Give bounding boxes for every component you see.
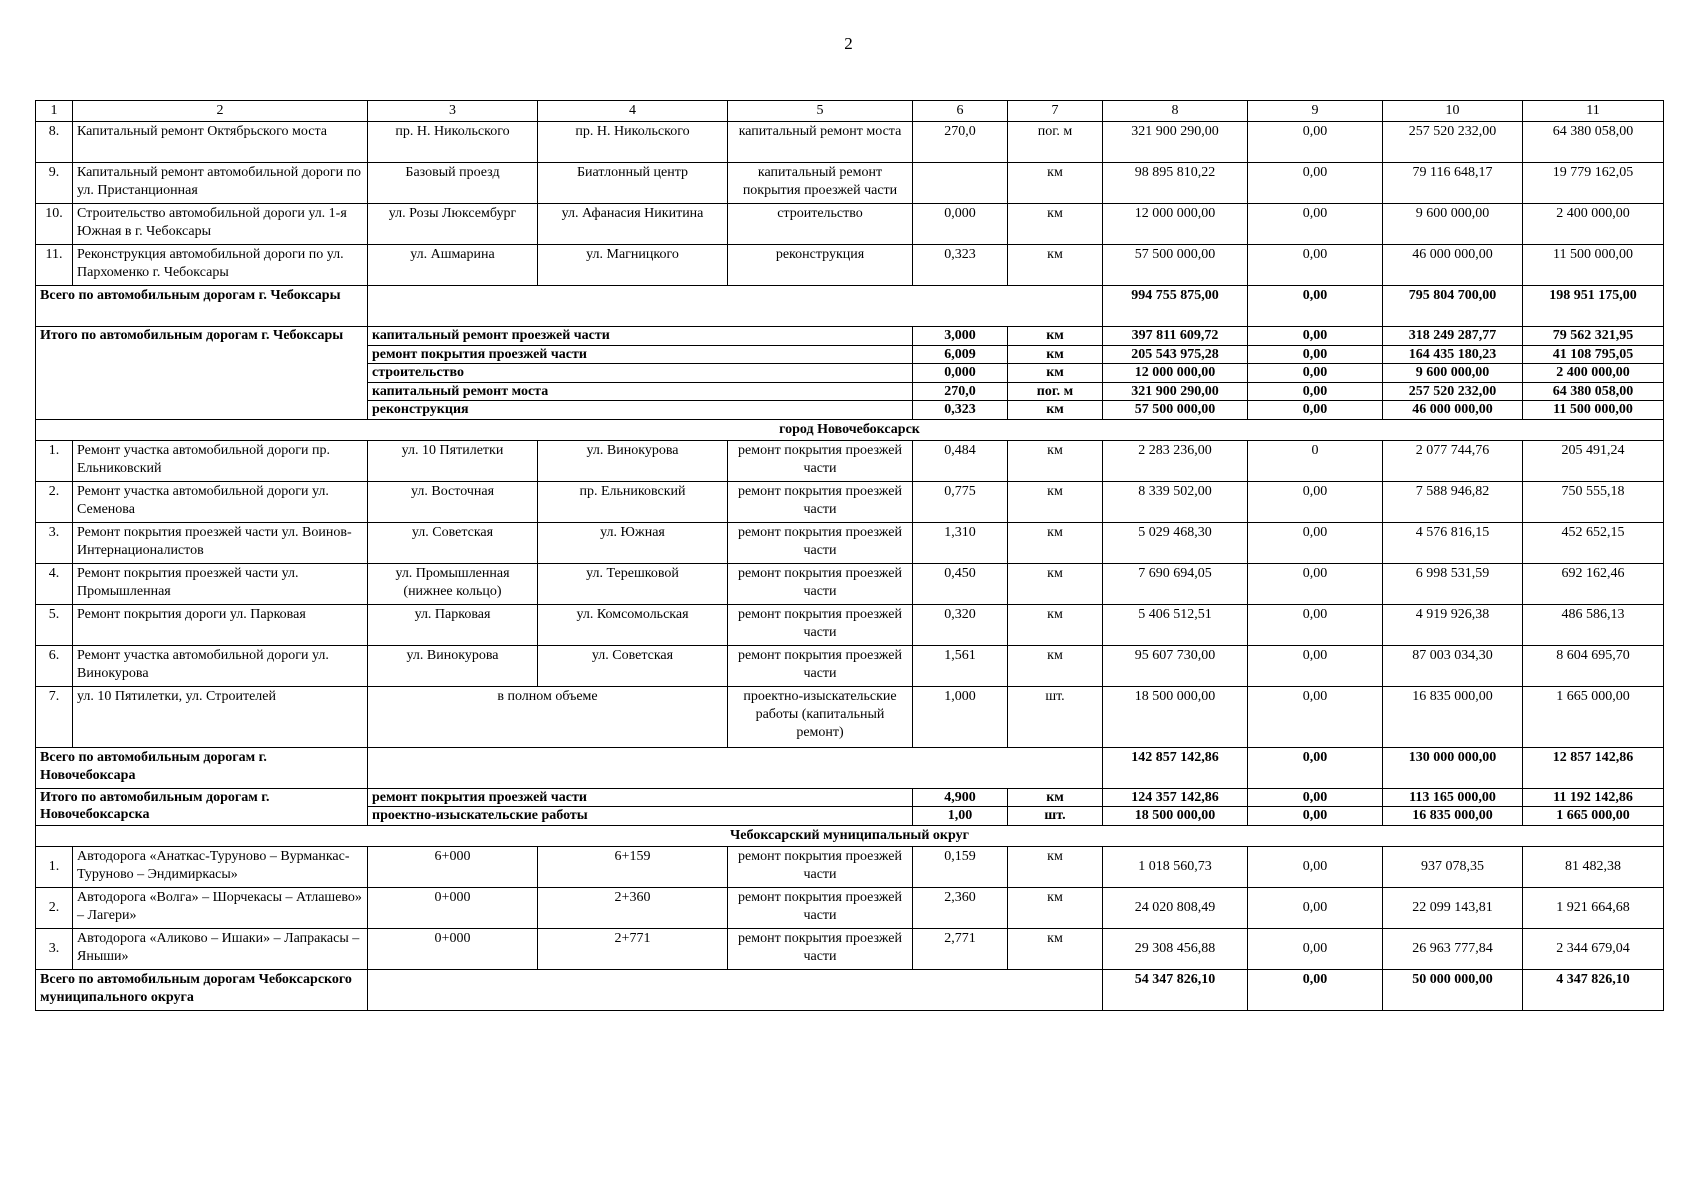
unit: км: [1008, 401, 1103, 420]
row-number: 6.: [36, 645, 73, 686]
row-number: 9.: [36, 163, 73, 204]
row-number: 1.: [36, 440, 73, 481]
column-10-value: 937 078,35: [1383, 847, 1523, 888]
work-type: капитальный ремонт моста: [368, 382, 913, 401]
column-10-value: 16 835 000,00: [1383, 807, 1523, 826]
column-number: 1: [36, 101, 73, 122]
table-row: [36, 929, 1664, 970]
total-amount: 142 857 142,86: [1103, 747, 1248, 788]
row-number: 11.: [36, 245, 73, 286]
unit: км: [1008, 604, 1103, 645]
grand-total-row: [36, 788, 1664, 807]
work-type: ремонт покрытия проезжей части: [728, 847, 913, 888]
column-9-value: 0,00: [1248, 604, 1383, 645]
subtotal-row: [36, 747, 1664, 788]
column-11-value: 12 857 142,86: [1523, 747, 1664, 788]
grand-total-label: Итого по автомобильным дорогам г. Новочебоксарска: [36, 788, 368, 825]
length: 0,484: [913, 440, 1008, 481]
length: 1,000: [913, 686, 1008, 747]
end-point: ул. Комсомольская: [538, 604, 728, 645]
length: 2,771: [913, 929, 1008, 970]
section-title: город Новочебоксарск: [36, 419, 1664, 440]
unit: км: [1008, 788, 1103, 807]
total-amount: 18 500 000,00: [1103, 686, 1248, 747]
work-type: ремонт покрытия проезжей части: [728, 929, 913, 970]
total-amount: 24 020 808,49: [1103, 888, 1248, 929]
empty-cell: [368, 286, 1103, 327]
start-point: Базовый проезд: [368, 163, 538, 204]
object-name: Реконструкция автомобильной дороги по ул. Пархоменко г. Чебоксары: [73, 245, 368, 286]
table-row: [36, 163, 1664, 204]
work-type: ремонт покрытия проезжей части: [728, 481, 913, 522]
column-11-value: 1 921 664,68: [1523, 888, 1664, 929]
grand-total-row: [36, 327, 1664, 346]
column-10-value: 22 099 143,81: [1383, 888, 1523, 929]
unit: км: [1008, 345, 1103, 364]
column-10-value: 318 249 287,77: [1383, 327, 1523, 346]
column-number: 3: [368, 101, 538, 122]
subtotal-label: Всего по автомобильным дорогам г. Чебоксары: [36, 286, 368, 327]
unit: км: [1008, 364, 1103, 383]
column-10-value: 46 000 000,00: [1383, 401, 1523, 420]
unit: шт.: [1008, 807, 1103, 826]
table-row: [36, 122, 1664, 163]
end-point: ул. Магницкого: [538, 245, 728, 286]
empty-cell: [368, 747, 1103, 788]
object-name: Ремонт участка автомобильной дороги ул. Семенова: [73, 481, 368, 522]
total-amount: 12 000 000,00: [1103, 204, 1248, 245]
length: 4,900: [913, 788, 1008, 807]
column-11-value: 2 400 000,00: [1523, 204, 1664, 245]
column-11-value: 8 604 695,70: [1523, 645, 1664, 686]
work-type: ремонт покрытия проезжей части: [728, 522, 913, 563]
column-9-value: 0,00: [1248, 888, 1383, 929]
page-number: 2: [844, 34, 853, 53]
column-11-value: 1 665 000,00: [1523, 686, 1664, 747]
subtotal-row: [36, 970, 1664, 1011]
column-9-value: 0,00: [1248, 364, 1383, 383]
table-row: [36, 204, 1664, 245]
column-11-value: 11 500 000,00: [1523, 245, 1664, 286]
column-9-value: 0,00: [1248, 847, 1383, 888]
column-11-value: 11 192 142,86: [1523, 788, 1664, 807]
column-11-value: 486 586,13: [1523, 604, 1664, 645]
table-row: [36, 847, 1664, 888]
length: 270,0: [913, 122, 1008, 163]
table-row: [36, 522, 1664, 563]
end-point: ул. Винокурова: [538, 440, 728, 481]
end-point: ул. Советская: [538, 645, 728, 686]
table-body: [36, 101, 1664, 1011]
column-10-value: 16 835 000,00: [1383, 686, 1523, 747]
end-point: пр. Н. Никольского: [538, 122, 728, 163]
column-11-value: 19 779 162,05: [1523, 163, 1664, 204]
row-number: 2.: [36, 481, 73, 522]
total-amount: 54 347 826,10: [1103, 970, 1248, 1011]
work-type: строительство: [728, 204, 913, 245]
length: 0,323: [913, 401, 1008, 420]
start-point: ул. Ашмарина: [368, 245, 538, 286]
section-header-row: [36, 825, 1664, 846]
length: 0,320: [913, 604, 1008, 645]
section-title: Чебоксарский муниципальный округ: [36, 825, 1664, 846]
total-amount: 1 018 560,73: [1103, 847, 1248, 888]
column-9-value: 0,00: [1248, 522, 1383, 563]
column-9-value: 0,00: [1248, 382, 1383, 401]
work-type: ремонт покрытия проезжей части: [728, 888, 913, 929]
end-point: 2+771: [538, 929, 728, 970]
end-point: пр. Ельниковский: [538, 481, 728, 522]
unit: км: [1008, 327, 1103, 346]
length: 0,000: [913, 364, 1008, 383]
length: 270,0: [913, 382, 1008, 401]
column-10-value: 164 435 180,23: [1383, 345, 1523, 364]
section-header-row: [36, 419, 1664, 440]
row-number: 8.: [36, 122, 73, 163]
column-10-value: 7 588 946,82: [1383, 481, 1523, 522]
row-number: 10.: [36, 204, 73, 245]
table-row: [36, 686, 1664, 747]
subtotal-label: Всего по автомобильным дорогам г. Новочебоксара: [36, 747, 368, 788]
column-11-value: 41 108 795,05: [1523, 345, 1664, 364]
table-row: [36, 481, 1664, 522]
column-9-value: 0,00: [1248, 245, 1383, 286]
column-9-value: 0,00: [1248, 481, 1383, 522]
total-amount: 98 895 810,22: [1103, 163, 1248, 204]
object-name: Автодорога «Волга» – Шорчекасы – Атлашево» – Лагери»: [73, 888, 368, 929]
end-point: ул. Южная: [538, 522, 728, 563]
work-type: капитальный ремонт проезжей части: [368, 327, 913, 346]
table-row: [36, 245, 1664, 286]
column-10-value: 46 000 000,00: [1383, 245, 1523, 286]
total-amount: 994 755 875,00: [1103, 286, 1248, 327]
start-point: ул. Промышленная (нижнее кольцо): [368, 563, 538, 604]
total-amount: 18 500 000,00: [1103, 807, 1248, 826]
length: 0,775: [913, 481, 1008, 522]
column-9-value: 0,00: [1248, 807, 1383, 826]
column-9-value: 0,00: [1248, 163, 1383, 204]
work-type: реконструкция: [368, 401, 913, 420]
end-point: 6+159: [538, 847, 728, 888]
work-type: ремонт покрытия проезжей части: [728, 563, 913, 604]
column-9-value: 0: [1248, 440, 1383, 481]
column-10-value: 257 520 232,00: [1383, 382, 1523, 401]
object-name: Ремонт покрытия дороги ул. Парковая: [73, 604, 368, 645]
start-point: 0+000: [368, 888, 538, 929]
empty-cell: [368, 970, 1103, 1011]
column-11-value: 64 380 058,00: [1523, 382, 1664, 401]
total-amount: 57 500 000,00: [1103, 401, 1248, 420]
column-9-value: 0,00: [1248, 970, 1383, 1011]
column-11-value: 750 555,18: [1523, 481, 1664, 522]
column-number-row: [36, 101, 1664, 122]
column-9-value: 0,00: [1248, 204, 1383, 245]
work-type: ремонт покрытия проезжей части: [368, 788, 913, 807]
row-number: 3.: [36, 929, 73, 970]
total-amount: 7 690 694,05: [1103, 563, 1248, 604]
unit: км: [1008, 563, 1103, 604]
column-10-value: 87 003 034,30: [1383, 645, 1523, 686]
column-10-value: 130 000 000,00: [1383, 747, 1523, 788]
table-row: [36, 440, 1664, 481]
object-name: Строительство автомобильной дороги ул. 1-я Южная в г. Чебоксары: [73, 204, 368, 245]
column-10-value: 795 804 700,00: [1383, 286, 1523, 327]
end-point: ул. Терешковой: [538, 563, 728, 604]
start-point: пр. Н. Никольского: [368, 122, 538, 163]
column-9-value: 0,00: [1248, 788, 1383, 807]
column-10-value: 257 520 232,00: [1383, 122, 1523, 163]
end-point: ул. Афанасия Никитина: [538, 204, 728, 245]
total-amount: 57 500 000,00: [1103, 245, 1248, 286]
unit: км: [1008, 163, 1103, 204]
unit: км: [1008, 204, 1103, 245]
end-point: Биатлонный центр: [538, 163, 728, 204]
grand-total-label: Итого по автомобильным дорогам г. Чебоксары: [36, 327, 368, 420]
length: 1,310: [913, 522, 1008, 563]
total-amount: 8 339 502,00: [1103, 481, 1248, 522]
column-11-value: 79 562 321,95: [1523, 327, 1664, 346]
length: 0,450: [913, 563, 1008, 604]
length: 1,00: [913, 807, 1008, 826]
length: 6,009: [913, 345, 1008, 364]
work-type: ремонт покрытия проезжей части: [728, 604, 913, 645]
end-point: 2+360: [538, 888, 728, 929]
column-10-value: 50 000 000,00: [1383, 970, 1523, 1011]
column-9-value: 0,00: [1248, 686, 1383, 747]
length: 2,360: [913, 888, 1008, 929]
total-amount: 29 308 456,88: [1103, 929, 1248, 970]
column-10-value: 113 165 000,00: [1383, 788, 1523, 807]
work-type: капитальный ремонт моста: [728, 122, 913, 163]
length: 3,000: [913, 327, 1008, 346]
unit: км: [1008, 645, 1103, 686]
unit: км: [1008, 522, 1103, 563]
total-amount: 12 000 000,00: [1103, 364, 1248, 383]
column-9-value: 0,00: [1248, 645, 1383, 686]
column-11-value: 198 951 175,00: [1523, 286, 1664, 327]
start-point: ул. Восточная: [368, 481, 538, 522]
start-point: ул. Винокурова: [368, 645, 538, 686]
total-amount: 2 283 236,00: [1103, 440, 1248, 481]
row-number: 2.: [36, 888, 73, 929]
length: 1,561: [913, 645, 1008, 686]
start-point: ул. Советская: [368, 522, 538, 563]
row-number: 4.: [36, 563, 73, 604]
start-point: ул. 10 Пятилетки: [368, 440, 538, 481]
column-11-value: 2 344 679,04: [1523, 929, 1664, 970]
total-amount: 95 607 730,00: [1103, 645, 1248, 686]
object-name: ул. 10 Пятилетки, ул. Строителей: [73, 686, 368, 747]
work-type: ремонт покрытия проезжей части: [368, 345, 913, 364]
column-number: 9: [1248, 101, 1383, 122]
column-9-value: 0,00: [1248, 563, 1383, 604]
work-type: ремонт покрытия проезжей части: [728, 645, 913, 686]
total-amount: 5 406 512,51: [1103, 604, 1248, 645]
column-10-value: 9 600 000,00: [1383, 364, 1523, 383]
unit: км: [1008, 888, 1103, 929]
total-amount: 124 357 142,86: [1103, 788, 1248, 807]
column-11-value: 4 347 826,10: [1523, 970, 1664, 1011]
unit: км: [1008, 440, 1103, 481]
column-11-value: 64 380 058,00: [1523, 122, 1664, 163]
column-9-value: 0,00: [1248, 327, 1383, 346]
total-amount: 205 543 975,28: [1103, 345, 1248, 364]
work-type: капитальный ремонт покрытия проезжей части: [728, 163, 913, 204]
start-point: 6+000: [368, 847, 538, 888]
column-9-value: 0,00: [1248, 401, 1383, 420]
start-point: ул. Розы Люксембург: [368, 204, 538, 245]
column-9-value: 0,00: [1248, 747, 1383, 788]
scope: в полном объеме: [368, 686, 728, 747]
column-9-value: 0,00: [1248, 929, 1383, 970]
length: [913, 163, 1008, 204]
row-number: 5.: [36, 604, 73, 645]
unit: пог. м: [1008, 122, 1103, 163]
total-amount: 5 029 468,30: [1103, 522, 1248, 563]
column-9-value: 0,00: [1248, 286, 1383, 327]
object-name: Капитальный ремонт автомобильной дороги по ул. Пристанционная: [73, 163, 368, 204]
column-11-value: 452 652,15: [1523, 522, 1664, 563]
column-11-value: 1 665 000,00: [1523, 807, 1664, 826]
column-number: 6: [913, 101, 1008, 122]
total-amount: 321 900 290,00: [1103, 382, 1248, 401]
column-11-value: 692 162,46: [1523, 563, 1664, 604]
column-number: 11: [1523, 101, 1664, 122]
column-10-value: 6 998 531,59: [1383, 563, 1523, 604]
column-10-value: 4 919 926,38: [1383, 604, 1523, 645]
column-11-value: 11 500 000,00: [1523, 401, 1664, 420]
unit: км: [1008, 245, 1103, 286]
column-11-value: 81 482,38: [1523, 847, 1664, 888]
row-number: 7.: [36, 686, 73, 747]
total-amount: 397 811 609,72: [1103, 327, 1248, 346]
table-row: [36, 563, 1664, 604]
start-point: ул. Парковая: [368, 604, 538, 645]
column-number: 10: [1383, 101, 1523, 122]
row-number: 1.: [36, 847, 73, 888]
column-10-value: 2 077 744,76: [1383, 440, 1523, 481]
row-number: 3.: [36, 522, 73, 563]
object-name: Автодорога «Аликово – Ишаки» – Лапракасы – Яныши»: [73, 929, 368, 970]
unit: шт.: [1008, 686, 1103, 747]
object-name: Ремонт участка автомобильной дороги пр. Ельниковский: [73, 440, 368, 481]
object-name: Ремонт участка автомобильной дороги ул. Винокурова: [73, 645, 368, 686]
subtotal-row: [36, 286, 1664, 327]
start-point: 0+000: [368, 929, 538, 970]
column-10-value: 26 963 777,84: [1383, 929, 1523, 970]
column-number: 2: [73, 101, 368, 122]
column-number: 4: [538, 101, 728, 122]
subtotal-label: Всего по автомобильным дорогам Чебоксарского муниципального округа: [36, 970, 368, 1011]
column-number: 5: [728, 101, 913, 122]
column-10-value: 4 576 816,15: [1383, 522, 1523, 563]
work-type: проектно-изыскательские работы (капитальный ремонт): [728, 686, 913, 747]
object-name: Ремонт покрытия проезжей части ул. Промышленная: [73, 563, 368, 604]
column-10-value: 9 600 000,00: [1383, 204, 1523, 245]
column-number: 8: [1103, 101, 1248, 122]
work-type: ремонт покрытия проезжей части: [728, 440, 913, 481]
column-9-value: 0,00: [1248, 345, 1383, 364]
table-row: [36, 604, 1664, 645]
unit: км: [1008, 481, 1103, 522]
column-number: 7: [1008, 101, 1103, 122]
work-type: реконструкция: [728, 245, 913, 286]
length: 0,000: [913, 204, 1008, 245]
object-name: Капитальный ремонт Октябрьского моста: [73, 122, 368, 163]
work-type: проектно-изыскательские работы: [368, 807, 913, 826]
length: 0,159: [913, 847, 1008, 888]
work-type: строительство: [368, 364, 913, 383]
table-row: [36, 645, 1664, 686]
column-11-value: 205 491,24: [1523, 440, 1664, 481]
object-name: Автодорога «Анаткас-Туруново – Вурманкас-Туруново – Эндимиркасы»: [73, 847, 368, 888]
column-9-value: 0,00: [1248, 122, 1383, 163]
length: 0,323: [913, 245, 1008, 286]
object-name: Ремонт покрытия проезжей части ул. Воинов-Интернационалистов: [73, 522, 368, 563]
column-11-value: 2 400 000,00: [1523, 364, 1664, 383]
unit: пог. м: [1008, 382, 1103, 401]
total-amount: 321 900 290,00: [1103, 122, 1248, 163]
column-10-value: 79 116 648,17: [1383, 163, 1523, 204]
unit: км: [1008, 847, 1103, 888]
unit: км: [1008, 929, 1103, 970]
table-row: [36, 888, 1664, 929]
road-works-table: [35, 100, 1664, 1011]
